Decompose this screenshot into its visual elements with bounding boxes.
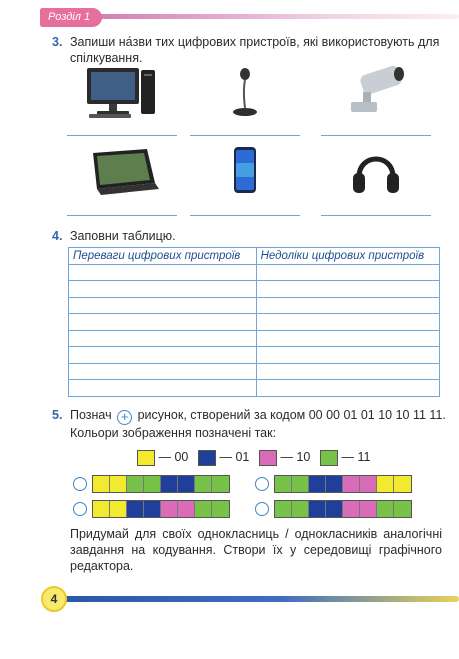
color-cell — [212, 501, 229, 517]
security-camera-icon — [321, 62, 431, 122]
table-row — [69, 330, 440, 347]
color-cell — [93, 501, 110, 517]
color-cell — [144, 476, 161, 492]
color-cell — [377, 501, 394, 517]
option-radio[interactable] — [255, 477, 269, 491]
color-cell — [161, 501, 178, 517]
color-cell — [178, 501, 195, 517]
pros-cell[interactable] — [69, 330, 257, 347]
table-row — [69, 297, 440, 314]
table-row — [69, 281, 440, 298]
cons-cell[interactable] — [256, 347, 439, 364]
device-row-1 — [67, 62, 435, 142]
color-cell — [178, 476, 195, 492]
task-5-text-after: рисунок, створений за кодом 00 00 01 01 10 10 11 11. — [137, 408, 446, 422]
legend-swatch — [320, 450, 338, 466]
color-cell — [93, 476, 110, 492]
pros-cell[interactable] — [69, 363, 257, 380]
answer-line[interactable] — [321, 135, 431, 136]
answer-line[interactable] — [321, 215, 431, 216]
cons-cell[interactable] — [256, 363, 439, 380]
answer-line[interactable] — [67, 215, 177, 216]
legend-label: — 10 — [280, 450, 311, 464]
code-strip — [274, 500, 412, 518]
cons-cell[interactable] — [256, 314, 439, 331]
cons-cell[interactable] — [256, 281, 439, 298]
legend-swatch — [198, 450, 216, 466]
legend-label: — 00 — [158, 450, 189, 464]
page-number: 4 — [41, 586, 67, 612]
color-cell — [275, 476, 292, 492]
legend-label: — 11 — [341, 450, 371, 464]
pros-cell[interactable] — [69, 264, 257, 281]
option-radio[interactable] — [255, 502, 269, 516]
desktop-computer-icon — [67, 62, 177, 122]
color-cell — [326, 501, 343, 517]
table-row — [69, 380, 440, 397]
cons-cell[interactable] — [256, 297, 439, 314]
color-cell — [309, 476, 326, 492]
page-header — [0, 0, 459, 28]
answer-line[interactable] — [67, 135, 177, 136]
color-cell — [195, 476, 212, 492]
cons-cell[interactable] — [256, 380, 439, 397]
color-cell — [161, 476, 178, 492]
plus-circle-icon: + — [117, 410, 132, 425]
color-cell — [110, 476, 127, 492]
task-5-footer-text: Придумай для своїх однокласниць / однокласників аналогічні завдання на кодування. Створи їх у середовищі графічного редактора. — [70, 527, 442, 573]
legend-label: — 01 — [219, 450, 250, 464]
color-cell — [377, 476, 394, 492]
pros-cell[interactable] — [69, 281, 257, 298]
color-cell — [360, 476, 377, 492]
code-strip — [92, 500, 230, 518]
color-cell — [309, 501, 326, 517]
header-decor-line — [98, 14, 459, 19]
pros-cell[interactable] — [69, 314, 257, 331]
color-cell — [144, 501, 161, 517]
code-strip — [92, 475, 230, 493]
table-row — [69, 363, 440, 380]
legend-item — [259, 449, 310, 466]
task-5-text-before: Познач — [70, 408, 112, 422]
task-5-line2: Кольори зображення позначені так: — [70, 426, 277, 440]
legend-item — [137, 449, 188, 466]
answer-line[interactable] — [190, 135, 300, 136]
task-5-line1 — [70, 407, 450, 425]
color-cell — [394, 476, 411, 492]
table-row — [69, 314, 440, 331]
answer-line[interactable] — [190, 215, 300, 216]
table-row — [69, 347, 440, 364]
column-header-pros: Переваги цифрових пристроїв — [69, 248, 257, 265]
pros-cell[interactable] — [69, 380, 257, 397]
color-cell — [127, 501, 144, 517]
cons-cell[interactable] — [256, 264, 439, 281]
color-cell — [292, 501, 309, 517]
color-cell — [326, 476, 343, 492]
color-cell — [360, 501, 377, 517]
smartphone-icon — [190, 143, 300, 203]
legend-item — [198, 449, 249, 466]
headphones-icon — [321, 143, 431, 203]
legend-swatch — [259, 450, 277, 466]
footer-decor-line — [64, 596, 459, 602]
color-cell — [275, 501, 292, 517]
task-3-number: 3. — [52, 35, 63, 49]
section-label: Розділ 1 — [40, 8, 102, 27]
device-row-2 — [67, 143, 435, 223]
color-cell — [212, 476, 229, 492]
legend-item — [320, 449, 370, 466]
column-header-cons: Недоліки цифрових пристроїв — [256, 248, 439, 265]
pros-cell[interactable] — [69, 297, 257, 314]
task-4-text: Заповни таблицю. — [70, 229, 176, 243]
pros-cons-table — [68, 247, 440, 397]
option-radio[interactable] — [73, 502, 87, 516]
color-cell — [343, 501, 360, 517]
pros-cell[interactable] — [69, 347, 257, 364]
code-strip — [274, 475, 412, 493]
tablet-icon — [67, 143, 177, 203]
color-cell — [110, 501, 127, 517]
cons-cell[interactable] — [256, 330, 439, 347]
table-row — [69, 264, 440, 281]
legend-swatch — [137, 450, 155, 466]
microphone-icon — [190, 62, 300, 122]
option-radio[interactable] — [73, 477, 87, 491]
color-cell — [195, 501, 212, 517]
color-cell — [394, 501, 411, 517]
color-cell — [292, 476, 309, 492]
task-3-text: Запиши на́зви тих цифрових пристроїв, які використовують для спілкування. — [70, 35, 440, 65]
task-4-number: 4. — [52, 229, 63, 243]
color-cell — [127, 476, 144, 492]
task-5-number: 5. — [52, 408, 63, 422]
color-cell — [343, 476, 360, 492]
